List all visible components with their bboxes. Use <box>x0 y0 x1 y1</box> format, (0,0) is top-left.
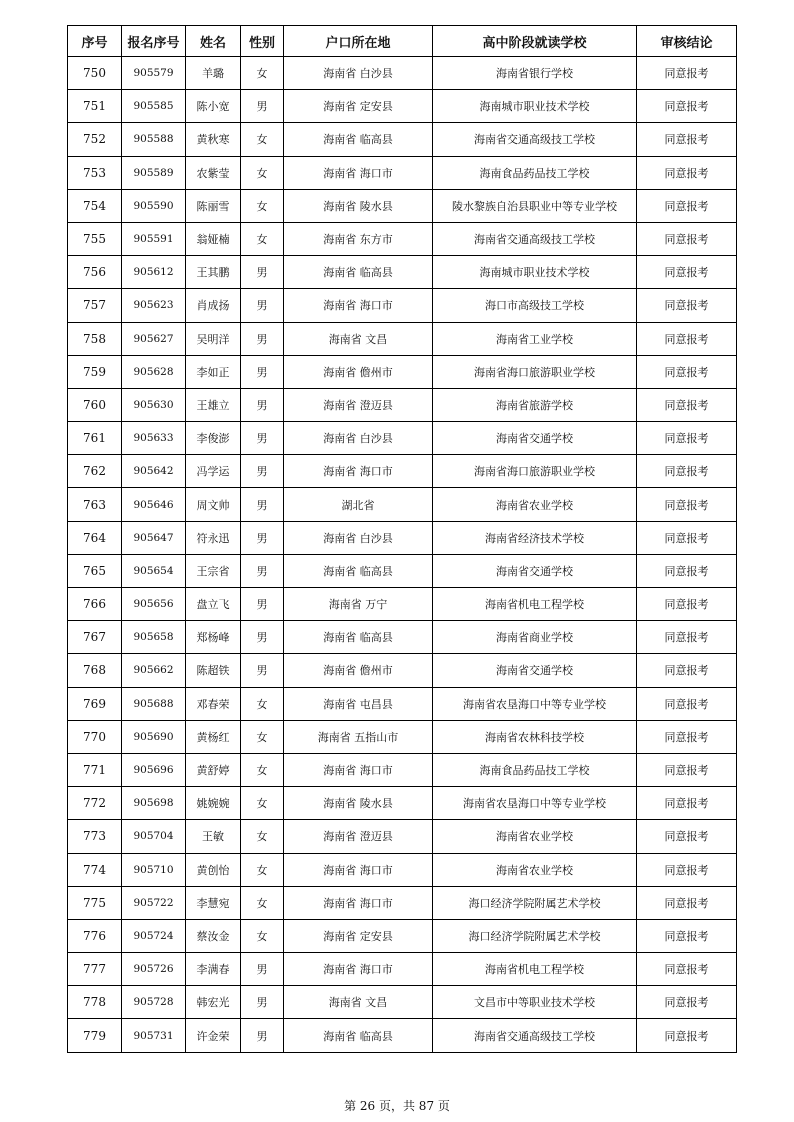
cell-gender: 男 <box>241 355 284 388</box>
cell-seq: 755 <box>68 222 122 255</box>
table-row <box>68 654 737 687</box>
cell-reg-no: 905731 <box>122 1019 186 1052</box>
cell-hukou: 海南省 海口市 <box>284 455 433 488</box>
cell-seq: 772 <box>68 787 122 820</box>
table-row <box>68 687 737 720</box>
cell-gender: 女 <box>241 222 284 255</box>
table-row <box>68 787 737 820</box>
cell-result: 同意报考 <box>637 953 737 986</box>
cell-school: 海南省交通高级技工学校 <box>433 1019 637 1052</box>
cell-school: 海口经济学院附属艺术学校 <box>433 886 637 919</box>
cell-gender: 女 <box>241 886 284 919</box>
table-row <box>68 753 737 786</box>
table-row <box>68 189 737 222</box>
cell-school: 海南省海口旅游职业学校 <box>433 455 637 488</box>
cell-name: 翁娅楠 <box>186 222 241 255</box>
cell-reg-no: 905722 <box>122 886 186 919</box>
applicant-table <box>67 25 737 1053</box>
cell-seq: 761 <box>68 422 122 455</box>
cell-result: 同意报考 <box>637 687 737 720</box>
cell-seq: 779 <box>68 1019 122 1052</box>
cell-gender: 男 <box>241 388 284 421</box>
cell-seq: 758 <box>68 322 122 355</box>
cell-reg-no: 905633 <box>122 422 186 455</box>
cell-hukou: 海南省 澄迈县 <box>284 388 433 421</box>
cell-seq: 756 <box>68 256 122 289</box>
cell-reg-no: 905704 <box>122 820 186 853</box>
cell-result: 同意报考 <box>637 986 737 1019</box>
cell-hukou: 海南省 屯昌县 <box>284 687 433 720</box>
cell-gender: 女 <box>241 156 284 189</box>
cell-reg-no: 905647 <box>122 521 186 554</box>
cell-seq: 766 <box>68 588 122 621</box>
cell-reg-no: 905588 <box>122 123 186 156</box>
cell-result: 同意报考 <box>637 521 737 554</box>
cell-gender: 女 <box>241 753 284 786</box>
cell-seq: 776 <box>68 919 122 952</box>
cell-reg-no: 905590 <box>122 189 186 222</box>
cell-name: 农紫莹 <box>186 156 241 189</box>
cell-hukou: 海南省 海口市 <box>284 753 433 786</box>
cell-result: 同意报考 <box>637 621 737 654</box>
cell-school: 海南省农业学校 <box>433 853 637 886</box>
cell-seq: 765 <box>68 554 122 587</box>
cell-hukou: 海南省 海口市 <box>284 953 433 986</box>
cell-gender: 男 <box>241 521 284 554</box>
cell-school: 海南城市职业技术学校 <box>433 90 637 123</box>
cell-name: 邓春荣 <box>186 687 241 720</box>
cell-reg-no: 905585 <box>122 90 186 123</box>
table-row <box>68 90 737 123</box>
table-row <box>68 986 737 1019</box>
cell-result: 同意报考 <box>637 820 737 853</box>
header-school: 高中阶段就读学校 <box>433 26 637 57</box>
cell-name: 王敏 <box>186 820 241 853</box>
cell-school: 海南省交通学校 <box>433 654 637 687</box>
cell-school: 海南省商业学校 <box>433 621 637 654</box>
cell-name: 吴明洋 <box>186 322 241 355</box>
cell-reg-no: 905698 <box>122 787 186 820</box>
cell-result: 同意报考 <box>637 588 737 621</box>
cell-hukou: 海南省 五指山市 <box>284 720 433 753</box>
cell-school: 文昌市中等职业技术学校 <box>433 986 637 1019</box>
cell-reg-no: 905628 <box>122 355 186 388</box>
cell-hukou: 湖北省 <box>284 488 433 521</box>
cell-hukou: 海南省 临高县 <box>284 621 433 654</box>
cell-school: 海南省交通学校 <box>433 554 637 587</box>
cell-name: 冯学运 <box>186 455 241 488</box>
cell-result: 同意报考 <box>637 720 737 753</box>
header-name: 姓名 <box>186 26 241 57</box>
cell-name: 韩宏光 <box>186 986 241 1019</box>
cell-hukou: 海南省 东方市 <box>284 222 433 255</box>
cell-hukou: 海南省 白沙县 <box>284 422 433 455</box>
cell-reg-no: 905690 <box>122 720 186 753</box>
cell-hukou: 海南省 海口市 <box>284 156 433 189</box>
cell-seq: 773 <box>68 820 122 853</box>
cell-result: 同意报考 <box>637 853 737 886</box>
table-row <box>68 820 737 853</box>
cell-result: 同意报考 <box>637 654 737 687</box>
table-row <box>68 355 737 388</box>
cell-name: 黄舒婷 <box>186 753 241 786</box>
cell-name: 李满春 <box>186 953 241 986</box>
cell-seq: 774 <box>68 853 122 886</box>
cell-hukou: 海南省 海口市 <box>284 853 433 886</box>
cell-reg-no: 905658 <box>122 621 186 654</box>
header-seq: 序号 <box>68 26 122 57</box>
cell-hukou: 海南省 临高县 <box>284 123 433 156</box>
cell-gender: 男 <box>241 256 284 289</box>
cell-name: 郑杨峰 <box>186 621 241 654</box>
cell-result: 同意报考 <box>637 1019 737 1052</box>
cell-school: 海南食品药品技工学校 <box>433 753 637 786</box>
cell-hukou: 海南省 陵水县 <box>284 189 433 222</box>
cell-name: 王宗省 <box>186 554 241 587</box>
table-row <box>68 1019 737 1052</box>
table-row <box>68 455 737 488</box>
cell-seq: 759 <box>68 355 122 388</box>
cell-name: 周文帅 <box>186 488 241 521</box>
cell-gender: 男 <box>241 322 284 355</box>
cell-reg-no: 905612 <box>122 256 186 289</box>
cell-school: 海南省交通高级技工学校 <box>433 123 637 156</box>
cell-seq: 757 <box>68 289 122 322</box>
cell-school: 海南省机电工程学校 <box>433 588 637 621</box>
cell-seq: 770 <box>68 720 122 753</box>
cell-seq: 760 <box>68 388 122 421</box>
header-gender: 性别 <box>241 26 284 57</box>
cell-gender: 女 <box>241 687 284 720</box>
page-number: 第 26 页，共 87 页 <box>344 1099 450 1113</box>
table-row <box>68 322 737 355</box>
cell-school: 海南省机电工程学校 <box>433 953 637 986</box>
cell-name: 陈超铁 <box>186 654 241 687</box>
cell-reg-no: 905662 <box>122 654 186 687</box>
table-row <box>68 886 737 919</box>
cell-gender: 女 <box>241 189 284 222</box>
cell-result: 同意报考 <box>637 57 737 90</box>
cell-reg-no: 905646 <box>122 488 186 521</box>
cell-result: 同意报考 <box>637 355 737 388</box>
table-row <box>68 919 737 952</box>
cell-reg-no: 905724 <box>122 919 186 952</box>
table-row <box>68 256 737 289</box>
cell-name: 黄秋寒 <box>186 123 241 156</box>
cell-gender: 男 <box>241 554 284 587</box>
cell-name: 黄杨红 <box>186 720 241 753</box>
cell-school: 海南省农业学校 <box>433 820 637 853</box>
cell-school: 海口市高级技工学校 <box>433 289 637 322</box>
cell-school: 陵水黎族自治县职业中等专业学校 <box>433 189 637 222</box>
cell-reg-no: 905642 <box>122 455 186 488</box>
cell-name: 盘立飞 <box>186 588 241 621</box>
cell-hukou: 海南省 文昌 <box>284 986 433 1019</box>
cell-name: 肖成扬 <box>186 289 241 322</box>
cell-reg-no: 905696 <box>122 753 186 786</box>
cell-seq: 764 <box>68 521 122 554</box>
cell-result: 同意报考 <box>637 322 737 355</box>
table-row <box>68 222 737 255</box>
table-row <box>68 621 737 654</box>
cell-name: 陈丽雪 <box>186 189 241 222</box>
cell-result: 同意报考 <box>637 289 737 322</box>
table-row <box>68 554 737 587</box>
cell-name: 李如正 <box>186 355 241 388</box>
cell-hukou: 海南省 儋州市 <box>284 654 433 687</box>
cell-gender: 男 <box>241 289 284 322</box>
cell-hukou: 海南省 儋州市 <box>284 355 433 388</box>
cell-gender: 女 <box>241 720 284 753</box>
cell-reg-no: 905654 <box>122 554 186 587</box>
cell-result: 同意报考 <box>637 787 737 820</box>
cell-gender: 女 <box>241 787 284 820</box>
cell-hukou: 海南省 陵水县 <box>284 787 433 820</box>
cell-name: 王其鹏 <box>186 256 241 289</box>
cell-gender: 女 <box>241 919 284 952</box>
cell-school: 海南省经济技术学校 <box>433 521 637 554</box>
cell-hukou: 海南省 临高县 <box>284 1019 433 1052</box>
cell-school: 海南省工业学校 <box>433 322 637 355</box>
cell-seq: 754 <box>68 189 122 222</box>
cell-result: 同意报考 <box>637 422 737 455</box>
cell-school: 海南食品药品技工学校 <box>433 156 637 189</box>
cell-school: 海南省银行学校 <box>433 57 637 90</box>
cell-hukou: 海南省 临高县 <box>284 554 433 587</box>
header-reg-no: 报名序号 <box>122 26 186 57</box>
cell-hukou: 海南省 定安县 <box>284 919 433 952</box>
cell-hukou: 海南省 临高县 <box>284 256 433 289</box>
cell-school: 海南省交通高级技工学校 <box>433 222 637 255</box>
cell-reg-no: 905591 <box>122 222 186 255</box>
cell-school: 海南省海口旅游职业学校 <box>433 355 637 388</box>
cell-school: 海南省旅游学校 <box>433 388 637 421</box>
cell-gender: 男 <box>241 654 284 687</box>
cell-result: 同意报考 <box>637 388 737 421</box>
cell-hukou: 海南省 万宁 <box>284 588 433 621</box>
cell-gender: 男 <box>241 455 284 488</box>
cell-result: 同意报考 <box>637 156 737 189</box>
header-hukou: 户口所在地 <box>284 26 433 57</box>
table-row <box>68 588 737 621</box>
table-row <box>68 488 737 521</box>
table-row <box>68 853 737 886</box>
cell-gender: 女 <box>241 123 284 156</box>
cell-reg-no: 905726 <box>122 953 186 986</box>
cell-school: 海南省农垦海口中等专业学校 <box>433 687 637 720</box>
cell-seq: 768 <box>68 654 122 687</box>
cell-reg-no: 905688 <box>122 687 186 720</box>
cell-school: 海南省农业学校 <box>433 488 637 521</box>
cell-reg-no: 905710 <box>122 853 186 886</box>
cell-name: 黄创怡 <box>186 853 241 886</box>
cell-reg-no: 905656 <box>122 588 186 621</box>
cell-result: 同意报考 <box>637 189 737 222</box>
cell-gender: 男 <box>241 621 284 654</box>
cell-result: 同意报考 <box>637 222 737 255</box>
cell-gender: 男 <box>241 90 284 123</box>
cell-gender: 男 <box>241 422 284 455</box>
cell-name: 李慧宛 <box>186 886 241 919</box>
cell-seq: 777 <box>68 953 122 986</box>
cell-gender: 男 <box>241 1019 284 1052</box>
cell-result: 同意报考 <box>637 455 737 488</box>
cell-reg-no: 905579 <box>122 57 186 90</box>
cell-result: 同意报考 <box>637 554 737 587</box>
cell-hukou: 海南省 定安县 <box>284 90 433 123</box>
cell-name: 羊璐 <box>186 57 241 90</box>
cell-school: 海南省交通学校 <box>433 422 637 455</box>
cell-name: 符永迅 <box>186 521 241 554</box>
cell-seq: 771 <box>68 753 122 786</box>
cell-school: 海南省农林科技学校 <box>433 720 637 753</box>
cell-gender: 男 <box>241 986 284 1019</box>
cell-gender: 女 <box>241 820 284 853</box>
cell-hukou: 海南省 白沙县 <box>284 57 433 90</box>
cell-seq: 753 <box>68 156 122 189</box>
cell-seq: 751 <box>68 90 122 123</box>
table-row <box>68 422 737 455</box>
table-row <box>68 953 737 986</box>
header-result: 审核结论 <box>637 26 737 57</box>
cell-hukou: 海南省 海口市 <box>284 289 433 322</box>
cell-gender: 男 <box>241 488 284 521</box>
table-row <box>68 57 737 90</box>
table-row <box>68 156 737 189</box>
table-header-row <box>68 26 737 57</box>
cell-school: 海口经济学院附属艺术学校 <box>433 919 637 952</box>
table-row <box>68 521 737 554</box>
cell-result: 同意报考 <box>637 919 737 952</box>
cell-reg-no: 905623 <box>122 289 186 322</box>
cell-seq: 775 <box>68 886 122 919</box>
cell-gender: 女 <box>241 853 284 886</box>
cell-name: 姚婉婉 <box>186 787 241 820</box>
cell-seq: 750 <box>68 57 122 90</box>
cell-school: 海南省农垦海口中等专业学校 <box>433 787 637 820</box>
cell-reg-no: 905627 <box>122 322 186 355</box>
cell-name: 王雄立 <box>186 388 241 421</box>
cell-gender: 男 <box>241 953 284 986</box>
cell-name: 许金荣 <box>186 1019 241 1052</box>
cell-hukou: 海南省 海口市 <box>284 886 433 919</box>
cell-name: 蔡汝金 <box>186 919 241 952</box>
cell-seq: 767 <box>68 621 122 654</box>
table-row <box>68 720 737 753</box>
cell-reg-no: 905589 <box>122 156 186 189</box>
cell-seq: 778 <box>68 986 122 1019</box>
cell-result: 同意报考 <box>637 886 737 919</box>
cell-seq: 752 <box>68 123 122 156</box>
table-row <box>68 289 737 322</box>
cell-result: 同意报考 <box>637 90 737 123</box>
cell-gender: 男 <box>241 588 284 621</box>
table-row <box>68 123 737 156</box>
cell-name: 陈小宽 <box>186 90 241 123</box>
cell-result: 同意报考 <box>637 123 737 156</box>
table-row <box>68 388 737 421</box>
cell-result: 同意报考 <box>637 256 737 289</box>
cell-hukou: 海南省 澄迈县 <box>284 820 433 853</box>
cell-reg-no: 905630 <box>122 388 186 421</box>
cell-name: 李俊澎 <box>186 422 241 455</box>
cell-result: 同意报考 <box>637 488 737 521</box>
cell-seq: 769 <box>68 687 122 720</box>
cell-seq: 763 <box>68 488 122 521</box>
cell-seq: 762 <box>68 455 122 488</box>
cell-reg-no: 905728 <box>122 986 186 1019</box>
table-body <box>68 57 737 1053</box>
cell-hukou: 海南省 白沙县 <box>284 521 433 554</box>
cell-result: 同意报考 <box>637 753 737 786</box>
cell-school: 海南城市职业技术学校 <box>433 256 637 289</box>
cell-gender: 女 <box>241 57 284 90</box>
cell-hukou: 海南省 文昌 <box>284 322 433 355</box>
